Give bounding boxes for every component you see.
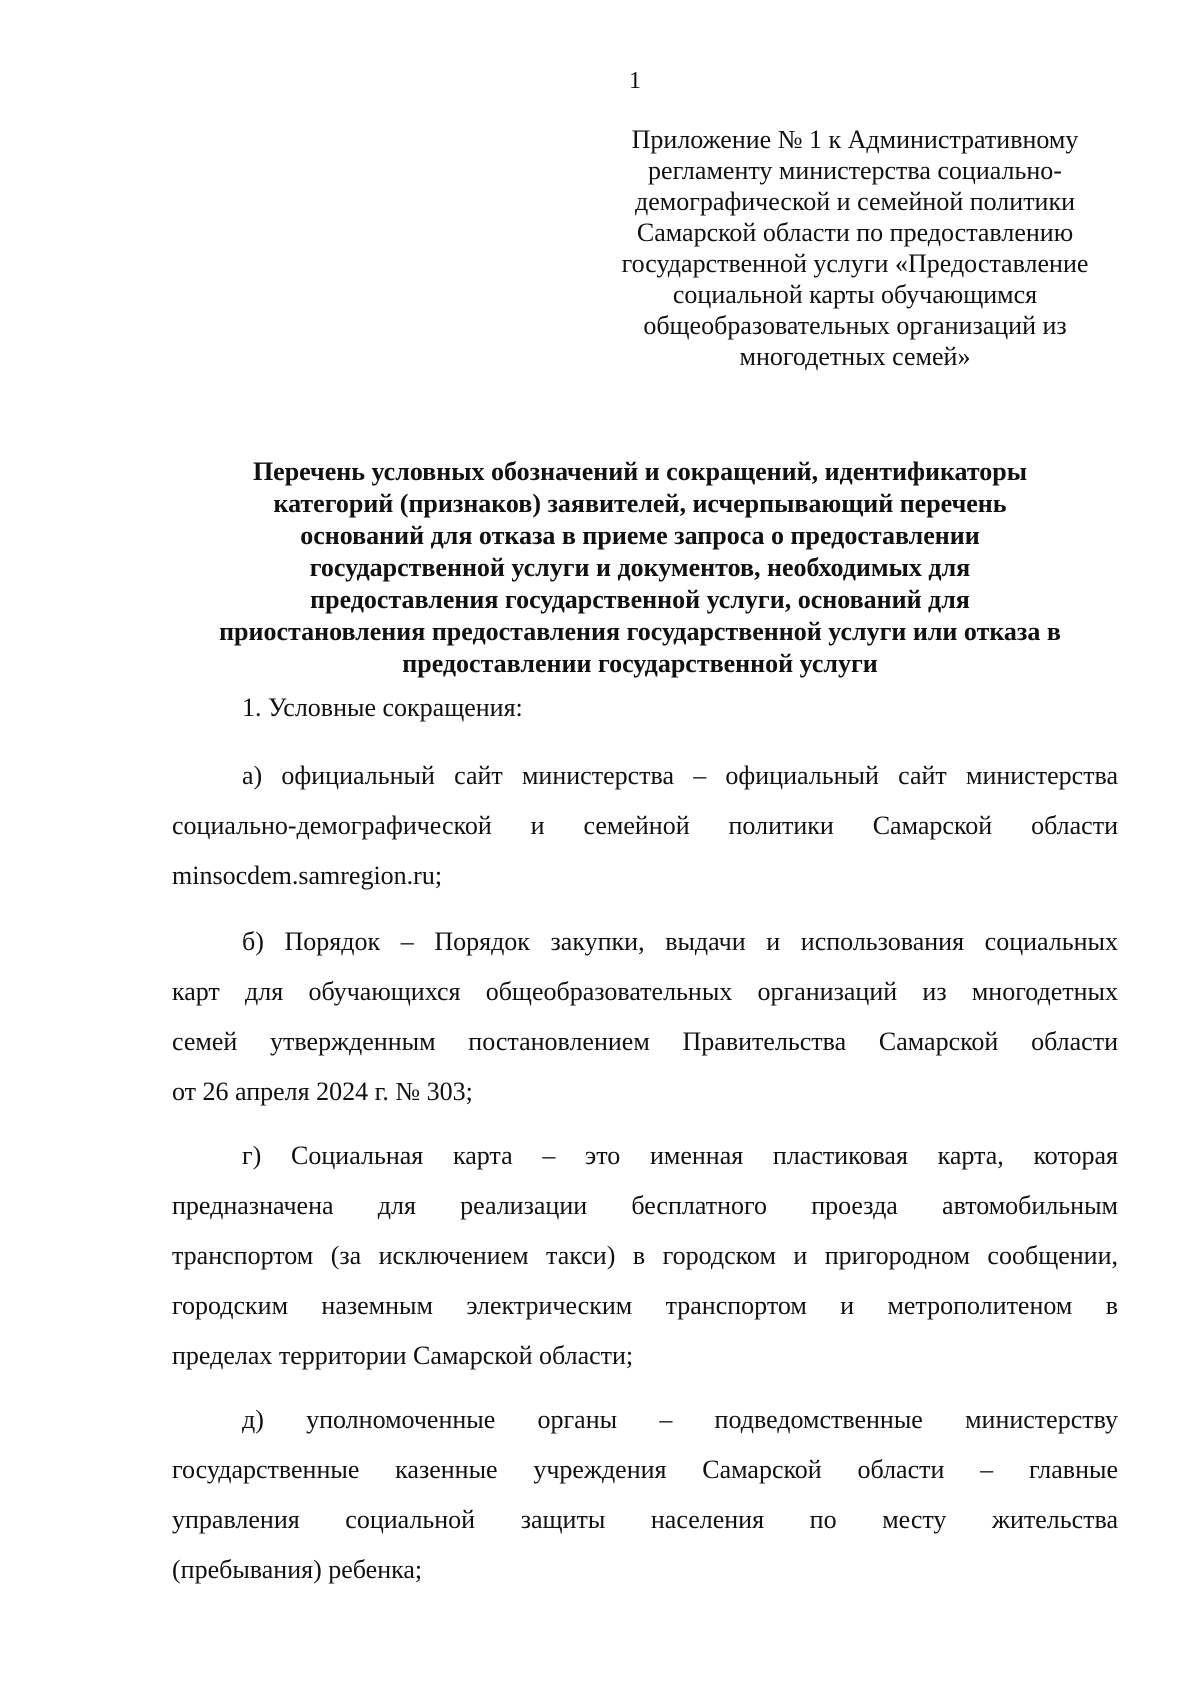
attachment-line: Приложение № 1 к Административному	[631, 125, 1079, 154]
title-line: Перечень условных обозначений и сокращений, идентификаторы	[252, 457, 1028, 486]
body-line: пределах территории Самарской области;	[172, 1341, 634, 1370]
title-line: оснований для отказа в приеме запроса о предоставлении	[300, 521, 980, 550]
attachment-line: общеобразовательных организаций из	[643, 311, 1067, 340]
body-line: государственные казенные учреждения Самарской области – главные	[172, 1455, 1118, 1484]
body-line: а) официальный сайт министерства – официальный сайт министерства	[242, 761, 1118, 790]
body-line: карт для обучающихся общеобразовательных организаций из многодетных	[172, 977, 1118, 1006]
body-line: управления социальной защиты населения по месту жительства	[172, 1505, 1118, 1534]
body-line: социально-демографической и семейной политики Самарской области	[172, 811, 1118, 840]
body-line: транспортом (за исключением такси) в городском и пригородном сообщении,	[172, 1241, 1118, 1270]
body-line: семей утвержденным постановлением Правительства Самарской области	[172, 1027, 1118, 1056]
title-line: предоставлении государственной услуги	[402, 649, 878, 678]
attachment-line: государственной услуги «Предоставление	[621, 249, 1089, 278]
attachment-line: демографической и семейной политики	[634, 187, 1076, 216]
attachment-line: многодетных семей»	[739, 342, 971, 371]
body-line: г) Социальная карта – это именная пластиковая карта, которая	[242, 1141, 1118, 1170]
body-line: предназначена для реализации бесплатного проезда автомобильным	[172, 1191, 1118, 1220]
title-line: предоставления государственной услуги, оснований для	[310, 585, 970, 614]
attachment-line: регламенту министерства социально-	[648, 156, 1062, 185]
body-line: (пребывания) ребенка;	[172, 1555, 423, 1584]
body-line: б) Порядок – Порядок закупки, выдачи и использования социальных	[242, 927, 1118, 956]
body-line: городским наземным электрическим транспортом и метрополитеном в	[172, 1291, 1118, 1320]
attachment-line: Самарской области по предоставлению	[636, 218, 1074, 247]
page-number: 1	[629, 68, 641, 94]
title-line: государственной услуги и документов, необходимых для	[309, 553, 971, 582]
title-line: категорий (признаков) заявителей, исчерпывающий перечень	[273, 489, 1007, 518]
section-heading: 1. Условные сокращения:	[242, 693, 523, 722]
title-line: приостановления предоставления государственной услуги или отказа в	[219, 617, 1061, 646]
body-line: minsocdem.samregion.ru;	[172, 861, 443, 890]
attachment-line: социальной карты обучающимся	[672, 280, 1038, 309]
body-line: д) уполномоченные органы – подведомственные министерству	[242, 1405, 1118, 1434]
body-line: от 26 апреля 2024 г. № 303;	[172, 1077, 473, 1106]
